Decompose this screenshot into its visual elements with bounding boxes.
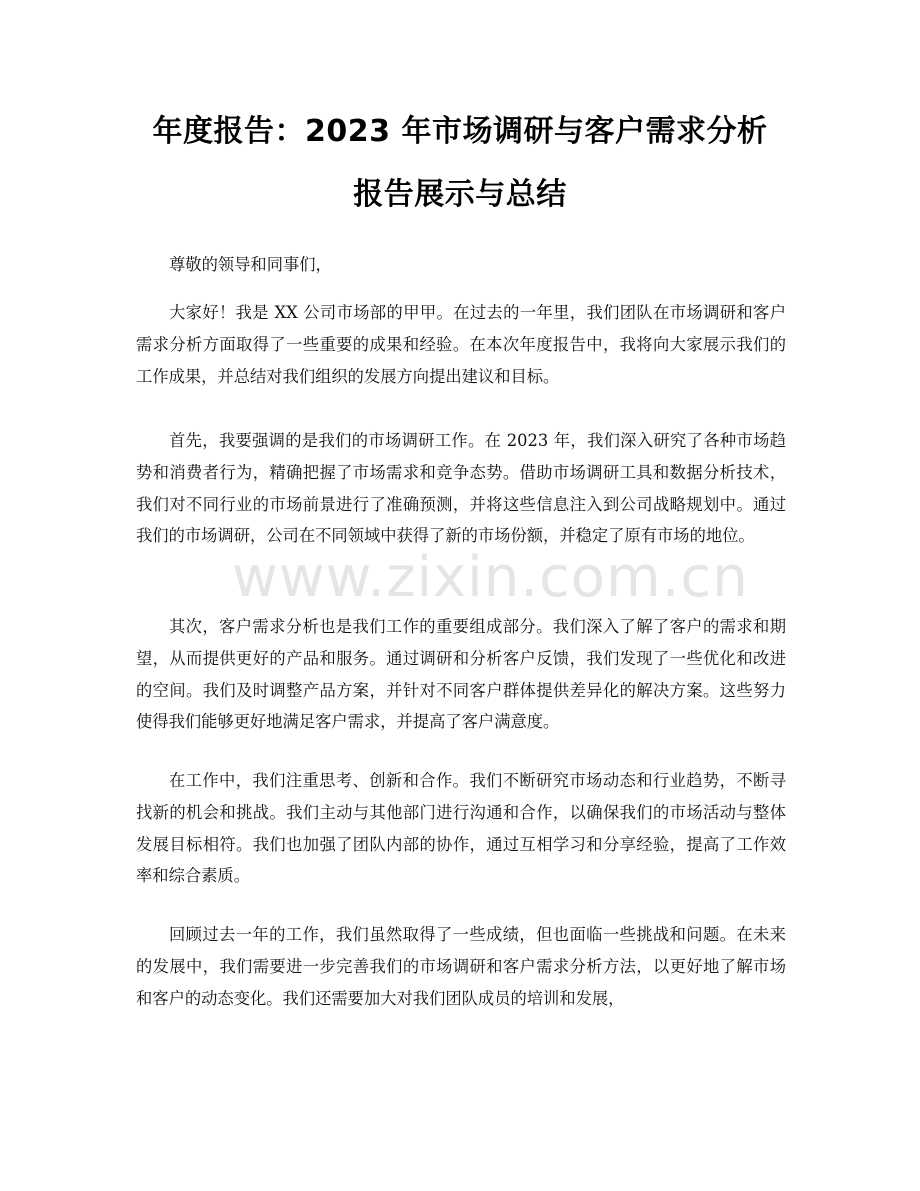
paragraph-market-research: 首先，我要强调的是我们的市场调研工作。在 2023 年，我们深入研究了各种市场趋势和消费者行为，精确把握了市场需求和竞争态势。借助市场调研工具和数据分析技术，我们对不同行业的市场前景进行了准确预测，并将这些信息注入到公司战略规划中。通过我们的市场调研，公司在不同领域中获得了新的市场份额，并稳定了原有市场的地位。: [136, 431, 786, 546]
document-title-line-1: 年度报告：2023 年市场调研与客户需求分析: [152, 114, 768, 149]
salutation: 尊敬的领导和同事们，: [169, 255, 332, 274]
paragraph-customer-needs: 其次，客户需求分析也是我们工作的重要组成部分。我们深入了解了客户的需求和期望，从而提供更好的产品和服务。通过调研和分析客户反馈，我们发现了一些优化和改进的空间。我们及时调整产品方案，并针对不同客户群体提供差异化的解决方案。这些努力使得我们能够更好地满足客户需求，并提高了客户满意度。: [136, 617, 786, 732]
paragraph-intro: 大家好！我是 XX 公司市场部的甲甲。在过去的一年里，我们团队在市场调研和客户需求分析方面取得了一些重要的成果和经验。在本次年度报告中，我将向大家展示我们的工作成果，并总结对我们组织的发展方向提出建议和目标。: [136, 303, 786, 386]
paragraph-review: 回顾过去一年的工作，我们虽然取得了一些成绩，但也面临一些挑战和问题。在未来的发展中，我们需要进一步完善我们的市场调研和客户需求分析方法，以更好地了解市场和客户的动态变化。我们还需要加大对我们团队成员的培训和发展，: [136, 925, 786, 1008]
paragraph-teamwork: 在工作中，我们注重思考、创新和合作。我们不断研究市场动态和行业趋势，不断寻找新的机会和挑战。我们主动与其他部门进行沟通和合作，以确保我们的市场活动与整体发展目标相符。我们也加强了团队内部的协作，通过互相学习和分享经验，提高了工作效率和综合素质。: [136, 771, 786, 886]
document-title-line-2: 报告展示与总结: [353, 177, 567, 212]
watermark: www.zixin.com.cn: [232, 545, 749, 610]
